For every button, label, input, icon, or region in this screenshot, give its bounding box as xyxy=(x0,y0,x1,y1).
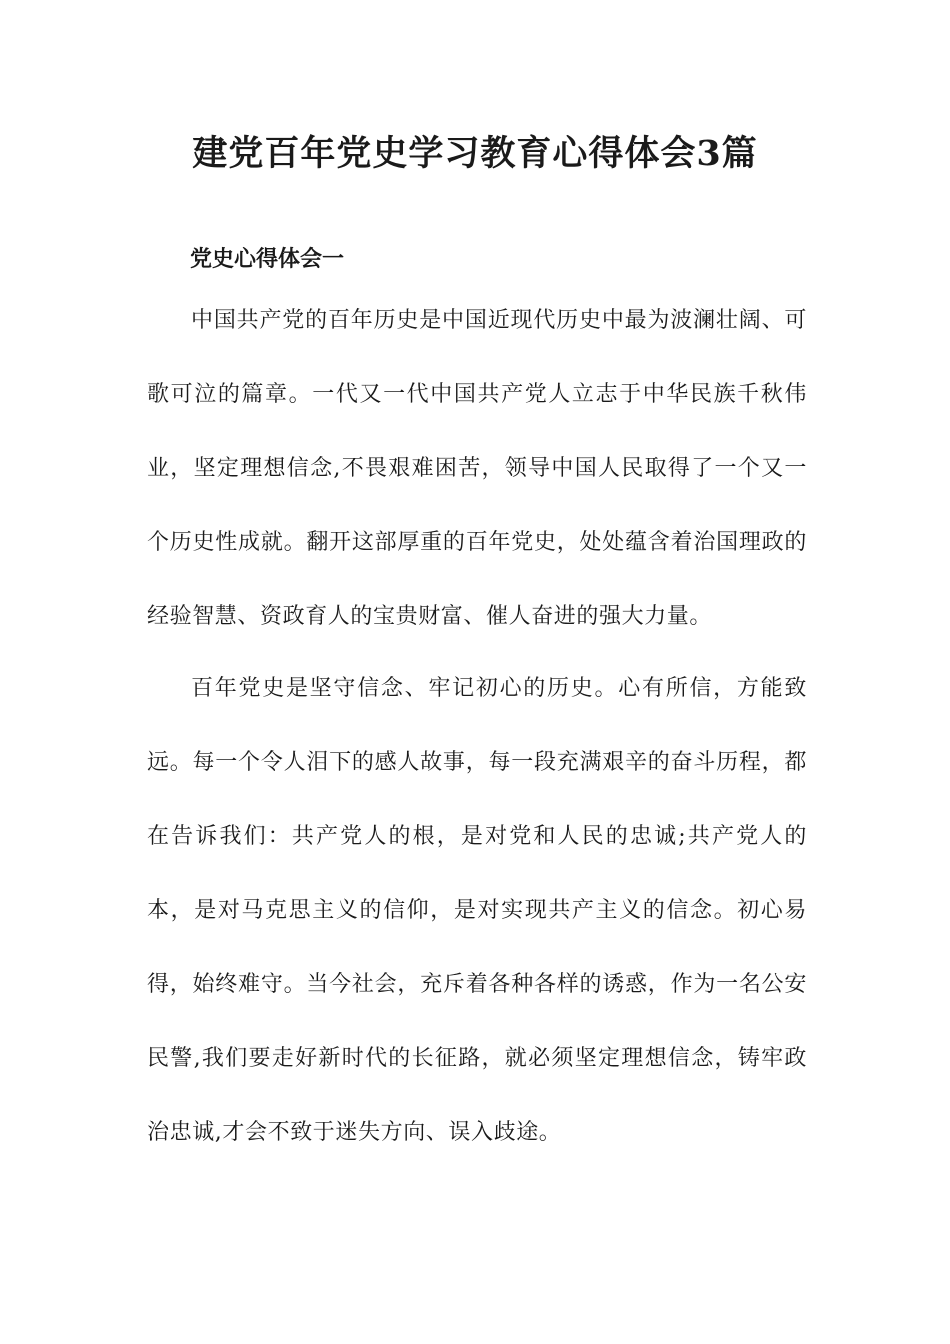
section-heading: 党史心得体会一 xyxy=(190,246,345,272)
body-paragraph-1: 中国共产党的百年历史是中国近现代历史中最为波澜壮阔、可歌可泣的篇章。一代又一代中国共产党人立志于中华民族千秋伟业，坚定理想信念,不畏艰难困苦，领导中国人民取得了一个又一个历史性成就。翻开这部厚重的百年党史，处处蕴含着治国理政的经验智慧、资政育人的宝贵财富、催人奋进的强大力量。 xyxy=(147,308,807,629)
document-title: 建党百年党史学习教育心得体会3篇 xyxy=(192,133,758,174)
body-paragraph-2: 百年党史是坚守信念、牢记初心的历史。心有所信，方能致远。每一个令人泪下的感人故事，每一段充满艰辛的奋斗历程，都在告诉我们：共产党人的根，是对党和人民的忠诚;共产党人的本，是对马克思主义的信仰，是对实现共产主义的信念。初心易得，始终难守。当今社会，充斥着各种各样的诱惑，作为一名公安民警,我们要走好新时代的长征路，就必须坚定理想信念，铸牢政治忠诚,才会不致于迷失方向、误入歧途。 xyxy=(147,676,807,1145)
